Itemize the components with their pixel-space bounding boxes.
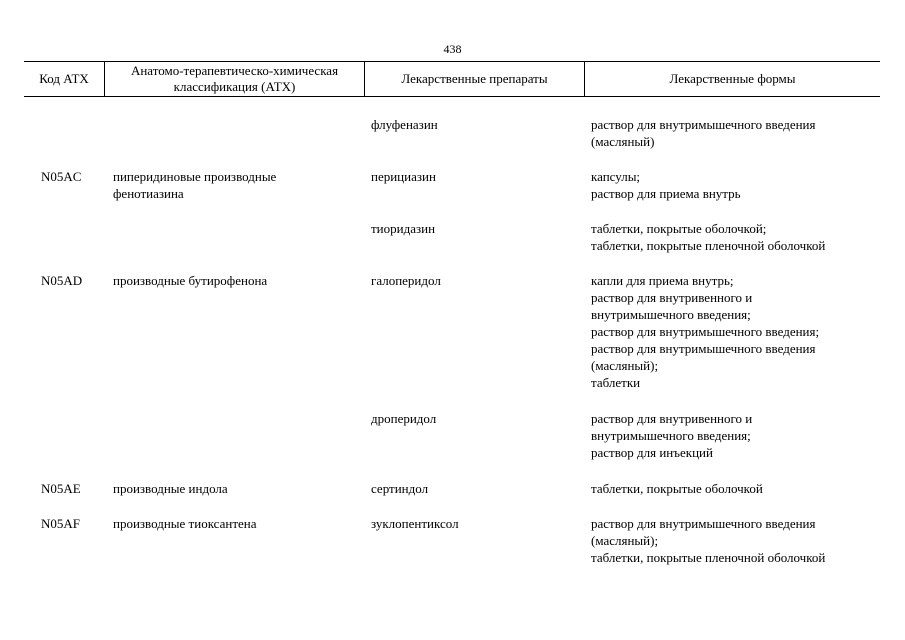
atc-code: N05AE (41, 481, 81, 496)
drug-name: зуклопентиксол (371, 516, 459, 531)
atc-classification: производные тиоксантена (113, 516, 257, 531)
dosage-forms: капсулы; раствор для приема внутрь (591, 169, 741, 201)
page-number: 438 (443, 42, 462, 56)
drug-name: дроперидол (371, 411, 437, 426)
drug-name: галоперидол (371, 273, 441, 288)
drug-name: тиоридазин (371, 221, 436, 236)
header-code: Код АТХ (39, 71, 89, 86)
atc-classification: производные бутирофенона (113, 273, 268, 288)
header-forms: Лекарственные формы (669, 71, 796, 86)
dosage-forms: раствор для внутримышечного введения (масляный) (591, 117, 816, 149)
drug-name: сертиндол (371, 481, 429, 496)
atc-code: N05AD (41, 273, 83, 288)
atc-code: N05AC (41, 169, 82, 184)
atc-classification: пиперидиновые производные фенотиазина (113, 169, 277, 201)
drug-name: флуфеназин (371, 117, 438, 132)
header-drugs: Лекарственные препараты (401, 71, 548, 86)
header-classification: Анатомо-терапевтическо-химическая классификация (АТХ) (130, 63, 339, 94)
dosage-forms: раствор для внутримышечного введения (масляный); таблетки, покрытые пленочной оболочкой (591, 516, 826, 565)
dosage-forms: раствор для внутривенного и внутримышечного введения; раствор для инъекций (591, 411, 753, 460)
dosage-forms: таблетки, покрытые оболочкой; таблетки, покрытые пленочной оболочкой (591, 221, 826, 253)
drug-name: перициазин (371, 169, 436, 184)
dosage-forms: таблетки, покрытые оболочкой (591, 481, 763, 496)
dosage-forms: капли для приема внутрь; раствор для внутривенного и внутримышечного введения; раствор для внутримышечного введения; раствор для внутримышечного введения (масляный); таблетки (591, 273, 820, 390)
atc-code: N05AF (41, 516, 81, 531)
atc-classification: производные индола (113, 481, 228, 496)
